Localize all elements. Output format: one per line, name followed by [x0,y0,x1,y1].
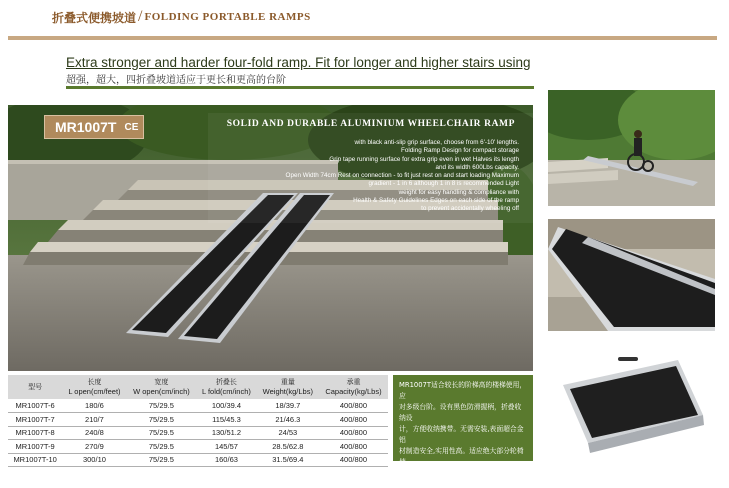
spec-line: to prevent accidentally wheeling off [421,205,519,213]
description-line: MR1007T适合较长的阶梯高的楼梯使用，应 [399,381,527,400]
cell-weight: 31.5/69.4 [257,453,319,467]
cell-length-fold: 130/51.2 [196,426,257,440]
col-header-length-open: 长度 L open(cm/feet) [62,375,126,399]
headline-cn: 超强，超大，四折叠坡道适应于更长和更高的台阶 [66,75,286,86]
cell-length-open: 270/9 [62,440,126,454]
cell-weight: 21/46.3 [257,413,319,427]
photo-ramp-closeup [548,219,715,331]
spec-line: Folding Ramp Design for compact storage [401,147,519,155]
cell-model: MR1007T-8 [8,426,62,440]
cell-capacity: 400/800 [319,426,388,440]
cell-weight: 28.5/62.8 [257,440,319,454]
spec-table [8,375,388,467]
spec-line: gradient - 1 in 6 although 1 in 8 is recommended Light [368,180,519,188]
cell-capacity: 400/800 [319,399,388,413]
cell-length-open: 240/8 [62,426,126,440]
cell-capacity: 400/800 [319,413,388,427]
spec-line: Open Width 74cm Rest on connection - to fit just rest on and start loading Maximum [285,172,519,180]
spec-line: and its width 600Lbs capacity. [435,163,519,171]
col-header-weight: 重量 Weight(kg/Lbs) [257,375,319,399]
cell-length-open: 180/6 [62,399,126,413]
ce-mark: CE [124,121,139,133]
header-title-cn: 折叠式便携坡道 [52,10,137,25]
description-line: 对多级台阶。设有黑色防滑握柄，折叠收纳设 [399,403,522,422]
table-row [8,453,388,467]
cell-capacity: 400/800 [319,440,388,454]
header-divider [8,36,717,40]
header-title-en: FOLDING PORTABLE RAMPS [144,11,311,23]
header-slash: / [138,8,143,25]
cell-model: MR1007T-10 [8,453,62,467]
cell-weight: 18/39.7 [257,399,319,413]
description-cn-box [393,375,533,477]
spec-line: weight for easy handling & compliance with [398,188,519,196]
photo-folded-ramp [548,345,715,465]
table-header-row [8,375,388,399]
model-name: MR1007T [55,119,117,135]
cell-capacity: 400/800 [319,453,388,467]
cell-length-fold: 115/45.3 [196,413,257,427]
description-line: 用(手动、电动、代步车等)。 [399,469,486,477]
model-badge [44,115,144,139]
description-line: 材制造安全,实用性高。适应绝大部分轮椅使 [399,447,524,466]
cell-model: MR1007T-9 [8,440,62,454]
col-header-width-open: 宽度 W open(cm/inch) [127,375,197,399]
description-line: 计，方便收纳携带。无需安装,表面超合金铝 [399,425,524,444]
col-header-model: 型号 [8,375,62,399]
table-row [8,399,388,413]
cell-length-open: 300/10 [62,453,126,467]
cell-width-open: 75/29.5 [127,426,197,440]
cell-width-open: 75/29.5 [127,453,197,467]
cell-length-fold: 100/39.4 [196,399,257,413]
cell-width-open: 75/29.5 [127,399,197,413]
col-header-capacity: 承重 Capacity(kg/Lbs) [319,375,388,399]
cell-model: MR1007T-7 [8,413,62,427]
main-product-photo [8,105,533,371]
headline-divider [66,86,534,89]
product-title: SOLID AND DURABLE ALUMINIUM WHEELCHAIR RAMP [226,119,515,129]
table-row [8,426,388,440]
spec-line: Grip tape running surface for extra grip even in wet Halves its length [329,155,519,163]
spec-list [219,139,519,214]
table-row [8,413,388,427]
spec-line: with black anti-slip grip surface, choose from 6'-10' lengths. [354,139,519,146]
cell-width-open: 75/29.5 [127,440,197,454]
cell-length-fold: 145/57 [196,440,257,454]
cell-weight: 24/53 [257,426,319,440]
headline-en: Extra stronger and harder four-fold ramp. Fit for longer and higher stairs using [66,55,531,70]
photo-wheelchair-user [548,90,715,206]
cell-length-fold: 160/63 [196,453,257,467]
spec-line: Health & Safety Guidelines Edges on each side of the ramp [353,197,519,205]
cell-model: MR1007T-6 [8,399,62,413]
col-header-length-fold: 折叠长 L fold(cm/inch) [196,375,257,399]
page-header [52,6,311,28]
table-row [8,440,388,454]
cell-length-open: 210/7 [62,413,126,427]
cell-width-open: 75/29.5 [127,413,197,427]
